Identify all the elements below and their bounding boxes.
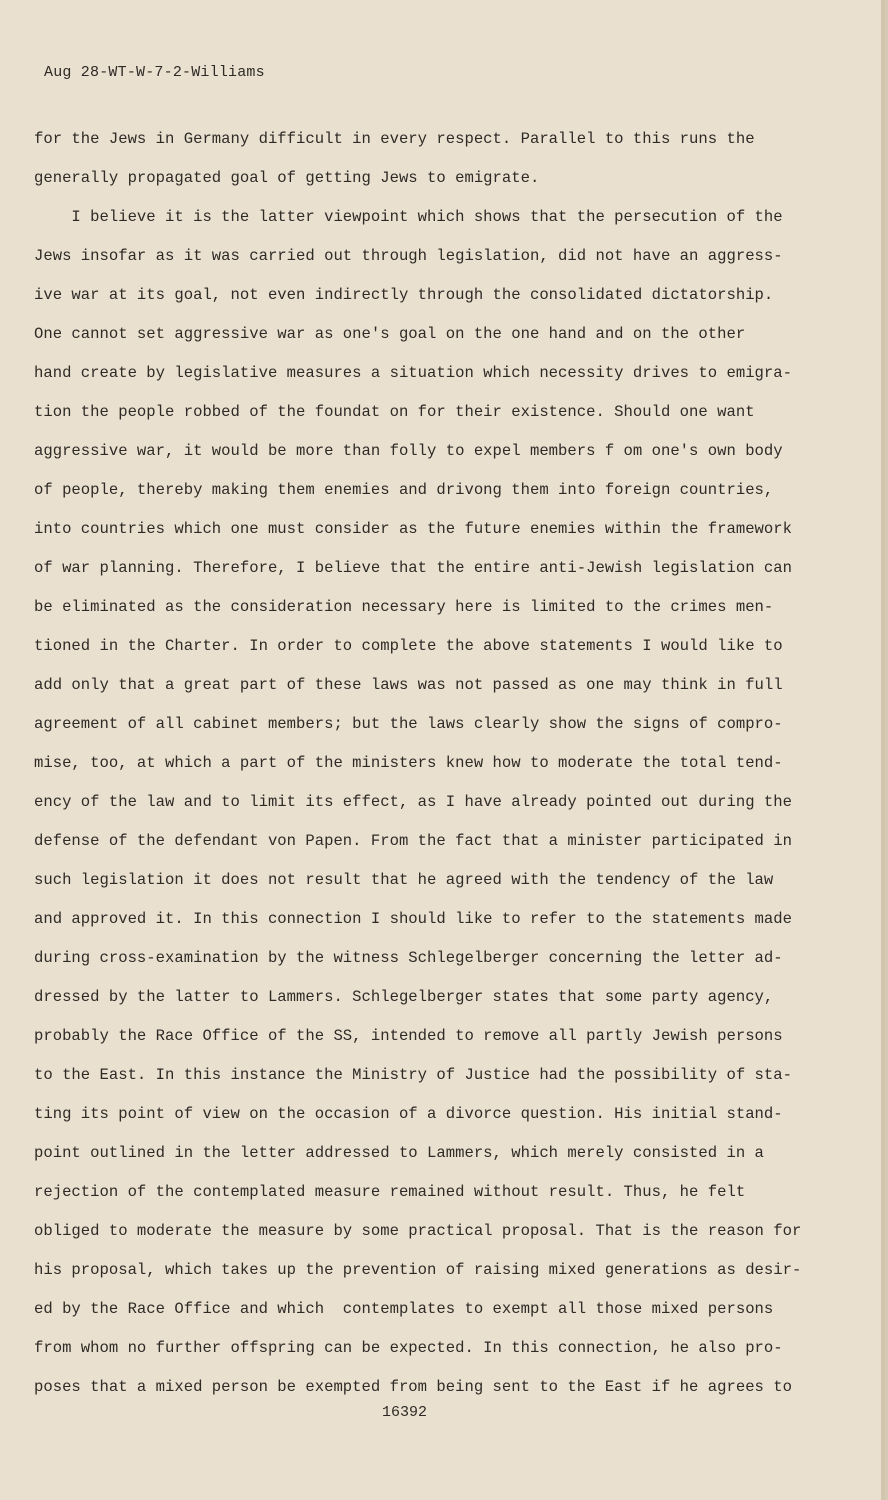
text-line: be eliminated as the consideration necessary here is limited to the crimes men- <box>34 598 774 616</box>
text-line: such legislation it does not result that he agreed with the tendency of the law <box>34 871 774 889</box>
text-line: generally propagated goal of getting Jews to emigrate. <box>34 169 540 187</box>
text-line: into countries which one must consider as the future enemies within the framework <box>34 520 792 538</box>
text-line: ive war at its goal, not even indirectly through the consolidated dictatorship. <box>34 286 774 304</box>
page-header: Aug 28-WT-W-7-2-Williams <box>44 64 265 81</box>
text-line: Jews insofar as it was carried out through legislation, did not have an aggress- <box>34 247 783 265</box>
text-line: ting its point of view on the occasion of a divorce question. His initial stand- <box>34 1105 783 1123</box>
text-line: hand create by legislative measures a situation which necessity drives to emigra- <box>34 364 792 382</box>
text-line: ency of the law and to limit its effect, as I have already pointed out during the <box>34 793 792 811</box>
text-line: point outlined in the letter addressed to Lammers, which merely consisted in a <box>34 1144 764 1162</box>
text-line: and approved it. In this connection I should like to refer to the statements made <box>34 910 792 928</box>
text-line: dressed by the latter to Lammers. Schlegelberger states that some party agency, <box>34 988 774 1006</box>
text-line: during cross-examination by the witness Schlegelberger concerning the letter ad- <box>34 949 783 967</box>
text-line: tioned in the Charter. In order to complete the above statements I would like to <box>34 637 783 655</box>
text-line: mise, too, at which a part of the ministers knew how to moderate the total tend- <box>34 754 783 772</box>
text-line: poses that a mixed person be exempted from being sent to the East if he agrees to <box>34 1378 792 1396</box>
text-line: obliged to moderate the measure by some practical proposal. That is the reason for <box>34 1222 802 1240</box>
text-line: add only that a great part of these laws was not passed as one may think in full <box>34 676 783 694</box>
page-number: 16392 <box>382 1404 428 1421</box>
text-line: ed by the Race Office and which contemplates to exempt all those mixed persons <box>34 1300 774 1318</box>
text-line: his proposal, which takes up the prevention of raising mixed generations as desir- <box>34 1261 802 1279</box>
body-text <box>34 120 824 1407</box>
text-line: rejection of the contemplated measure remained without result. Thus, he felt <box>34 1183 746 1201</box>
text-line: to the East. In this instance the Ministry of Justice had the possibility of sta- <box>34 1066 792 1084</box>
page-edge <box>881 0 885 1500</box>
text-line: aggressive war, it would be more than folly to expel members f om one's own body <box>34 442 783 460</box>
text-line: tion the people robbed of the foundat on for their existence. Should one want <box>34 403 755 421</box>
text-line: of war planning. Therefore, I believe that the entire anti-Jewish legislation can <box>34 559 792 577</box>
text-line: One cannot set aggressive war as one's goal on the one hand and on the other <box>34 325 746 343</box>
text-line: of people, thereby making them enemies and drivong them into foreign countries, <box>34 481 774 499</box>
text-line: I believe it is the latter viewpoint which shows that the persecution of the <box>34 208 783 226</box>
text-line: from whom no further offspring can be expected. In this connection, he also pro- <box>34 1339 783 1357</box>
text-line: probably the Race Office of the SS, intended to remove all partly Jewish persons <box>34 1027 783 1045</box>
text-line: for the Jews in Germany difficult in every respect. Parallel to this runs the <box>34 130 755 148</box>
text-line: agreement of all cabinet members; but the laws clearly show the signs of compro- <box>34 715 783 733</box>
text-line: defense of the defendant von Papen. From the fact that a minister participated in <box>34 832 792 850</box>
